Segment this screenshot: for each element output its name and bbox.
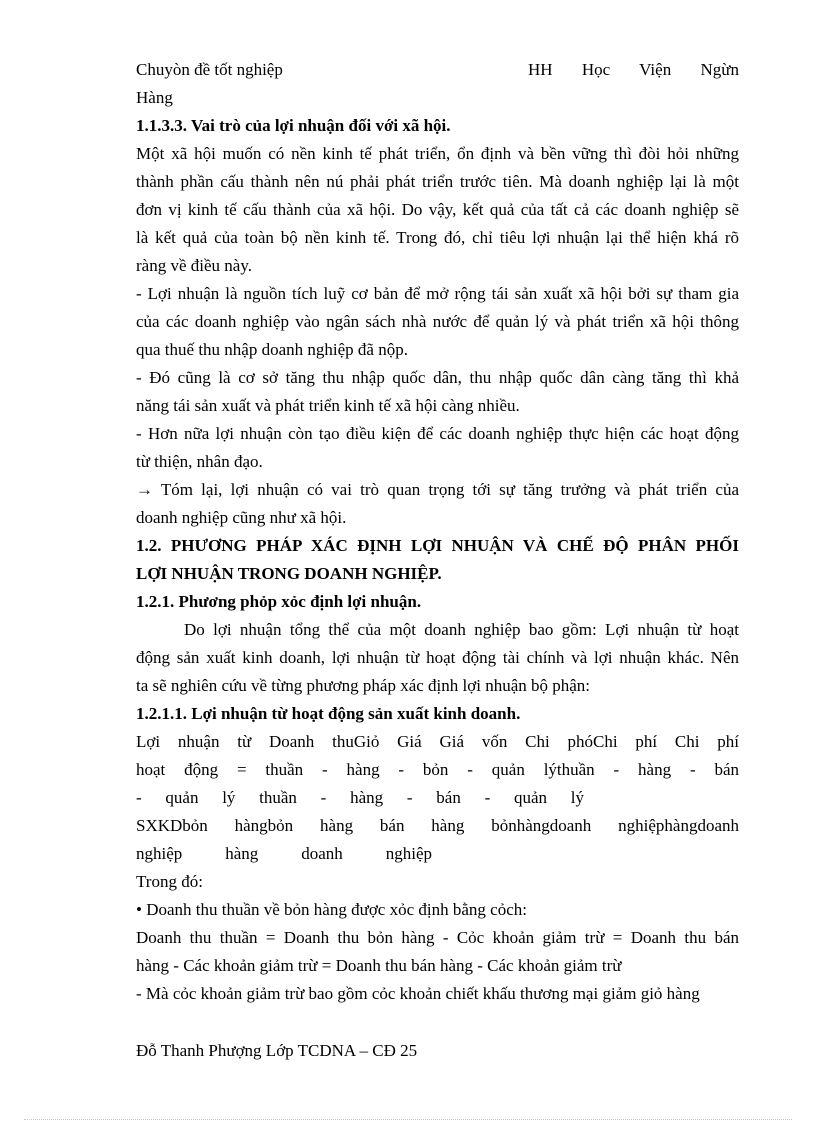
paragraph-line: của các doanh nghiệp vào ngân sách nhà nước để quản lý và phát triển xã hội thông — [136, 312, 739, 331]
paragraph-line: - Mà cỏc khoản giảm trừ bao gồm cỏc khoản chiết khấu thương mại giảm giỏ hàng — [136, 984, 700, 1003]
section-heading-1-2: 1.2. PHƯƠNG PHÁP XÁC ĐỊNH LỢI NHUẬN VÀ CHẾ ĐỘ PHÂN PHỐI — [136, 536, 739, 555]
paragraph-line: Một xã hội muốn có nền kinh tế phát triển, ổn định và bền vững thì đòi hỏi những — [136, 144, 739, 163]
paragraph-line: là kết quả của toàn bộ nền kinh tế. Trong đó, chỉ tiêu lợi nhuận lại thể hiện khá rõ — [136, 228, 739, 247]
page-bottom-border — [24, 1119, 792, 1120]
paragraph-line: Trong đó: — [136, 872, 203, 891]
header-left: Chuyòn đề tốt nghiệp — [136, 60, 283, 79]
section-heading-1-2-1: 1.2.1. Phương phỏp xỏc định lợi nhuận. — [136, 592, 422, 611]
header-right: HH Học Viện Ngừn — [528, 60, 739, 79]
formula-line: hàng - Các khoản giảm trừ = Doanh thu bán hàng - Các khoản giảm trừ — [136, 956, 622, 975]
formula-line: SXKDbỏn hàngbỏn hàng bán hàng bỏnhàngdoanh nghiệphàngdoanh — [136, 816, 739, 835]
page-footer: Đỗ Thanh Phượng Lớp TCDNA – CĐ 25 — [136, 1041, 418, 1060]
paragraph-line: doanh nghiệp cũng như xã hội. — [136, 508, 347, 527]
section-heading-1-1-3-3: 1.1.3.3. Vai trò của lợi nhuận đối với xã hội. — [136, 116, 451, 135]
bullet-line: - Lợi nhuận là nguồn tích luỹ cơ bản để mở rộng tái sản xuất xã hội bởi sự tham gia — [136, 284, 739, 303]
bullet-line: • Doanh thu thuần về bỏn hàng được xỏc định bằng cỏch: — [136, 900, 527, 919]
paragraph-line: năng tái sản xuất và phát triển kinh tế xã hội càng nhiều. — [136, 396, 520, 415]
bullet-line: - Hơn nữa lợi nhuận còn tạo điều kiện để các doanh nghiệp thực hiện các hoạt động — [136, 424, 739, 443]
paragraph-line: qua thuế thu nhập doanh nghiệp đã nộp. — [136, 340, 408, 359]
paragraph-line: thành phần cấu thành nên nú phải phát triển trước tiên. Mà doanh nghiệp lại là một — [136, 172, 739, 191]
formula-line: hoạt động = thuần - hàng - bỏn - quản lýthuần - hàng - bán — [136, 760, 739, 779]
formula-line: Doanh thu thuần = Doanh thu bỏn hàng - Cỏc khoản giảm trừ = Doanh thu bán — [136, 928, 739, 947]
bullet-line: - Đó cũng là cơ sở tăng thu nhập quốc dân, thu nhập quốc dân càng tăng thì khả — [136, 368, 739, 387]
formula-line: - quản lý thuần - hàng - bán - quản lý — [136, 788, 584, 807]
paragraph-line: động sản xuất kinh doanh, lợi nhuận từ hoạt động tài chính và lợi nhuận khác. Nên — [136, 648, 739, 667]
section-heading-1-2-cont: LỢI NHUẬN TRONG DOANH NGHIỆP. — [136, 564, 442, 583]
summary-line: → Tóm lại, lợi nhuận có vai trò quan trọng tới sự tăng trưởng và phát triển của — [136, 480, 739, 499]
paragraph-line: ràng về điều này. — [136, 256, 252, 275]
paragraph-line: từ thiện, nhân đạo. — [136, 452, 263, 471]
formula-line: Lợi nhuận từ Doanh thuGiỏ Giá Giá vốn Chi phóChi phí Chi phí — [136, 732, 739, 751]
formula-line: nghiệp hàng doanh nghiệp — [136, 844, 432, 863]
paragraph-line-indented: Do lợi nhuận tổng thể của một doanh nghiệp bao gồm: Lợi nhuận từ hoạt — [184, 620, 739, 639]
paragraph-line: đơn vị kinh tế cấu thành của xã hội. Do vậy, kết quả của tất cả các doanh nghiệp sẽ — [136, 200, 739, 219]
header-right-continued: Hàng — [136, 88, 173, 107]
paragraph-line: ta sẽ nghiên cứu về từng phương pháp xác định lợi nhuận bộ phận: — [136, 676, 591, 695]
section-heading-1-2-1-1: 1.2.1.1. Lợi nhuận từ hoạt động sản xuất kinh doanh. — [136, 704, 521, 723]
